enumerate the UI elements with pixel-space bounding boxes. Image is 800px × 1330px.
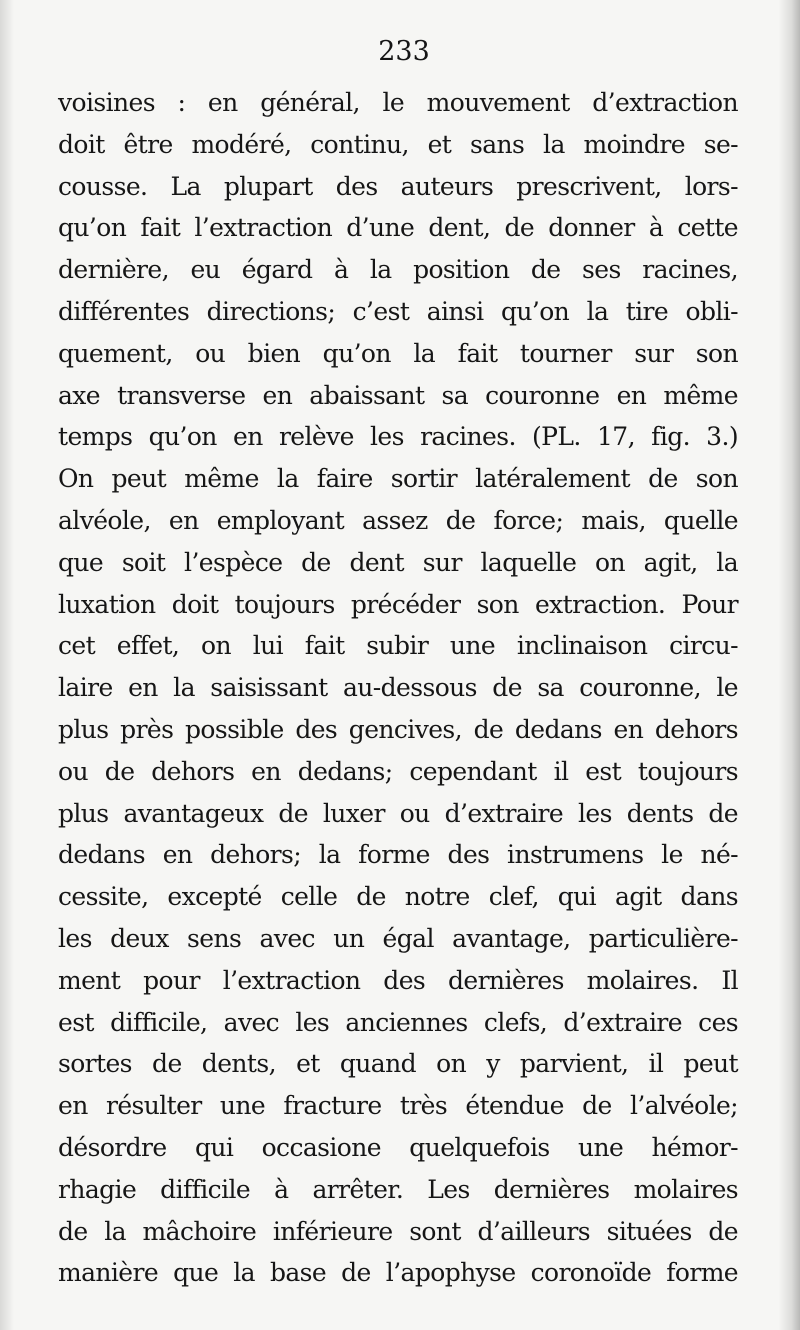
text-line: manière que la base de l’apophyse coronoïde forme [58, 1258, 738, 1288]
text-line: que soit l’espèce de dent sur laquelle on agit, la [58, 547, 738, 577]
text-line: sortes de dents, et quand on y parvient, il peut [58, 1049, 738, 1079]
text-line: dernière, eu égard à la position de ses racines, [58, 255, 738, 285]
text-line: doit être modéré, continu, et sans la moindre se- [58, 129, 738, 159]
text-line: cousse. La plupart des auteurs prescrivent, lors- [58, 171, 738, 201]
gutter-shadow [0, 0, 14, 1330]
text-line: de la mâchoire inférieure sont d’ailleurs situées de [58, 1216, 738, 1246]
text-line: axe transverse en abaissant sa couronne en même [58, 380, 738, 410]
text-line: est difficile, avec les anciennes clefs, d’extraire ces [58, 1007, 738, 1037]
text-line: rhagie difficile à arrêter. Les dernières molaires [58, 1174, 738, 1204]
text-line: luxation doit toujours précéder son extraction. Pour [58, 589, 738, 619]
text-line: dedans en dehors; la forme des instrumens le né- [58, 840, 738, 870]
text-line: qu’on fait l’extraction d’une dent, de donner à cette [58, 213, 738, 243]
text-line: On peut même la faire sortir latéralement de son [58, 464, 738, 494]
page-number: 233 [378, 36, 430, 67]
text-line: ment pour l’extraction des dernières molaires. Il [58, 965, 738, 995]
body-text [58, 82, 738, 1294]
text-line: plus près possible des gencives, de dedans en dehors [58, 714, 738, 744]
text-line: temps qu’on en relève les racines. (PL. 17, fig. 3.) [58, 422, 738, 452]
text-line: en résulter une fracture très étendue de l’alvéole; [58, 1091, 738, 1121]
text-line: plus avantageux de luxer ou d’extraire les dents de [58, 798, 738, 828]
text-line: laire en la saisissant au-dessous de sa couronne, le [58, 673, 738, 703]
text-line: alvéole, en employant assez de force; mais, quelle [58, 505, 738, 535]
text-line: ou de dehors en dedans; cependant il est toujours [58, 756, 738, 786]
text-line: les deux sens avec un égal avantage, particulière- [58, 923, 738, 953]
text-line: voisines : en général, le mouvement d’extraction [58, 88, 738, 117]
text-line: différentes directions; c’est ainsi qu’on la tire obli- [58, 296, 738, 326]
text-line: désordre qui occasione quelquefois une hémor- [58, 1132, 738, 1162]
text-line: cet effet, on lui fait subir une inclinaison circu- [58, 631, 738, 661]
page-edge-shadow [778, 0, 800, 1330]
text-line: quement, ou bien qu’on la fait tourner sur son [58, 338, 738, 368]
text-line: cessite, excepté celle de notre clef, qui agit dans [58, 882, 738, 912]
